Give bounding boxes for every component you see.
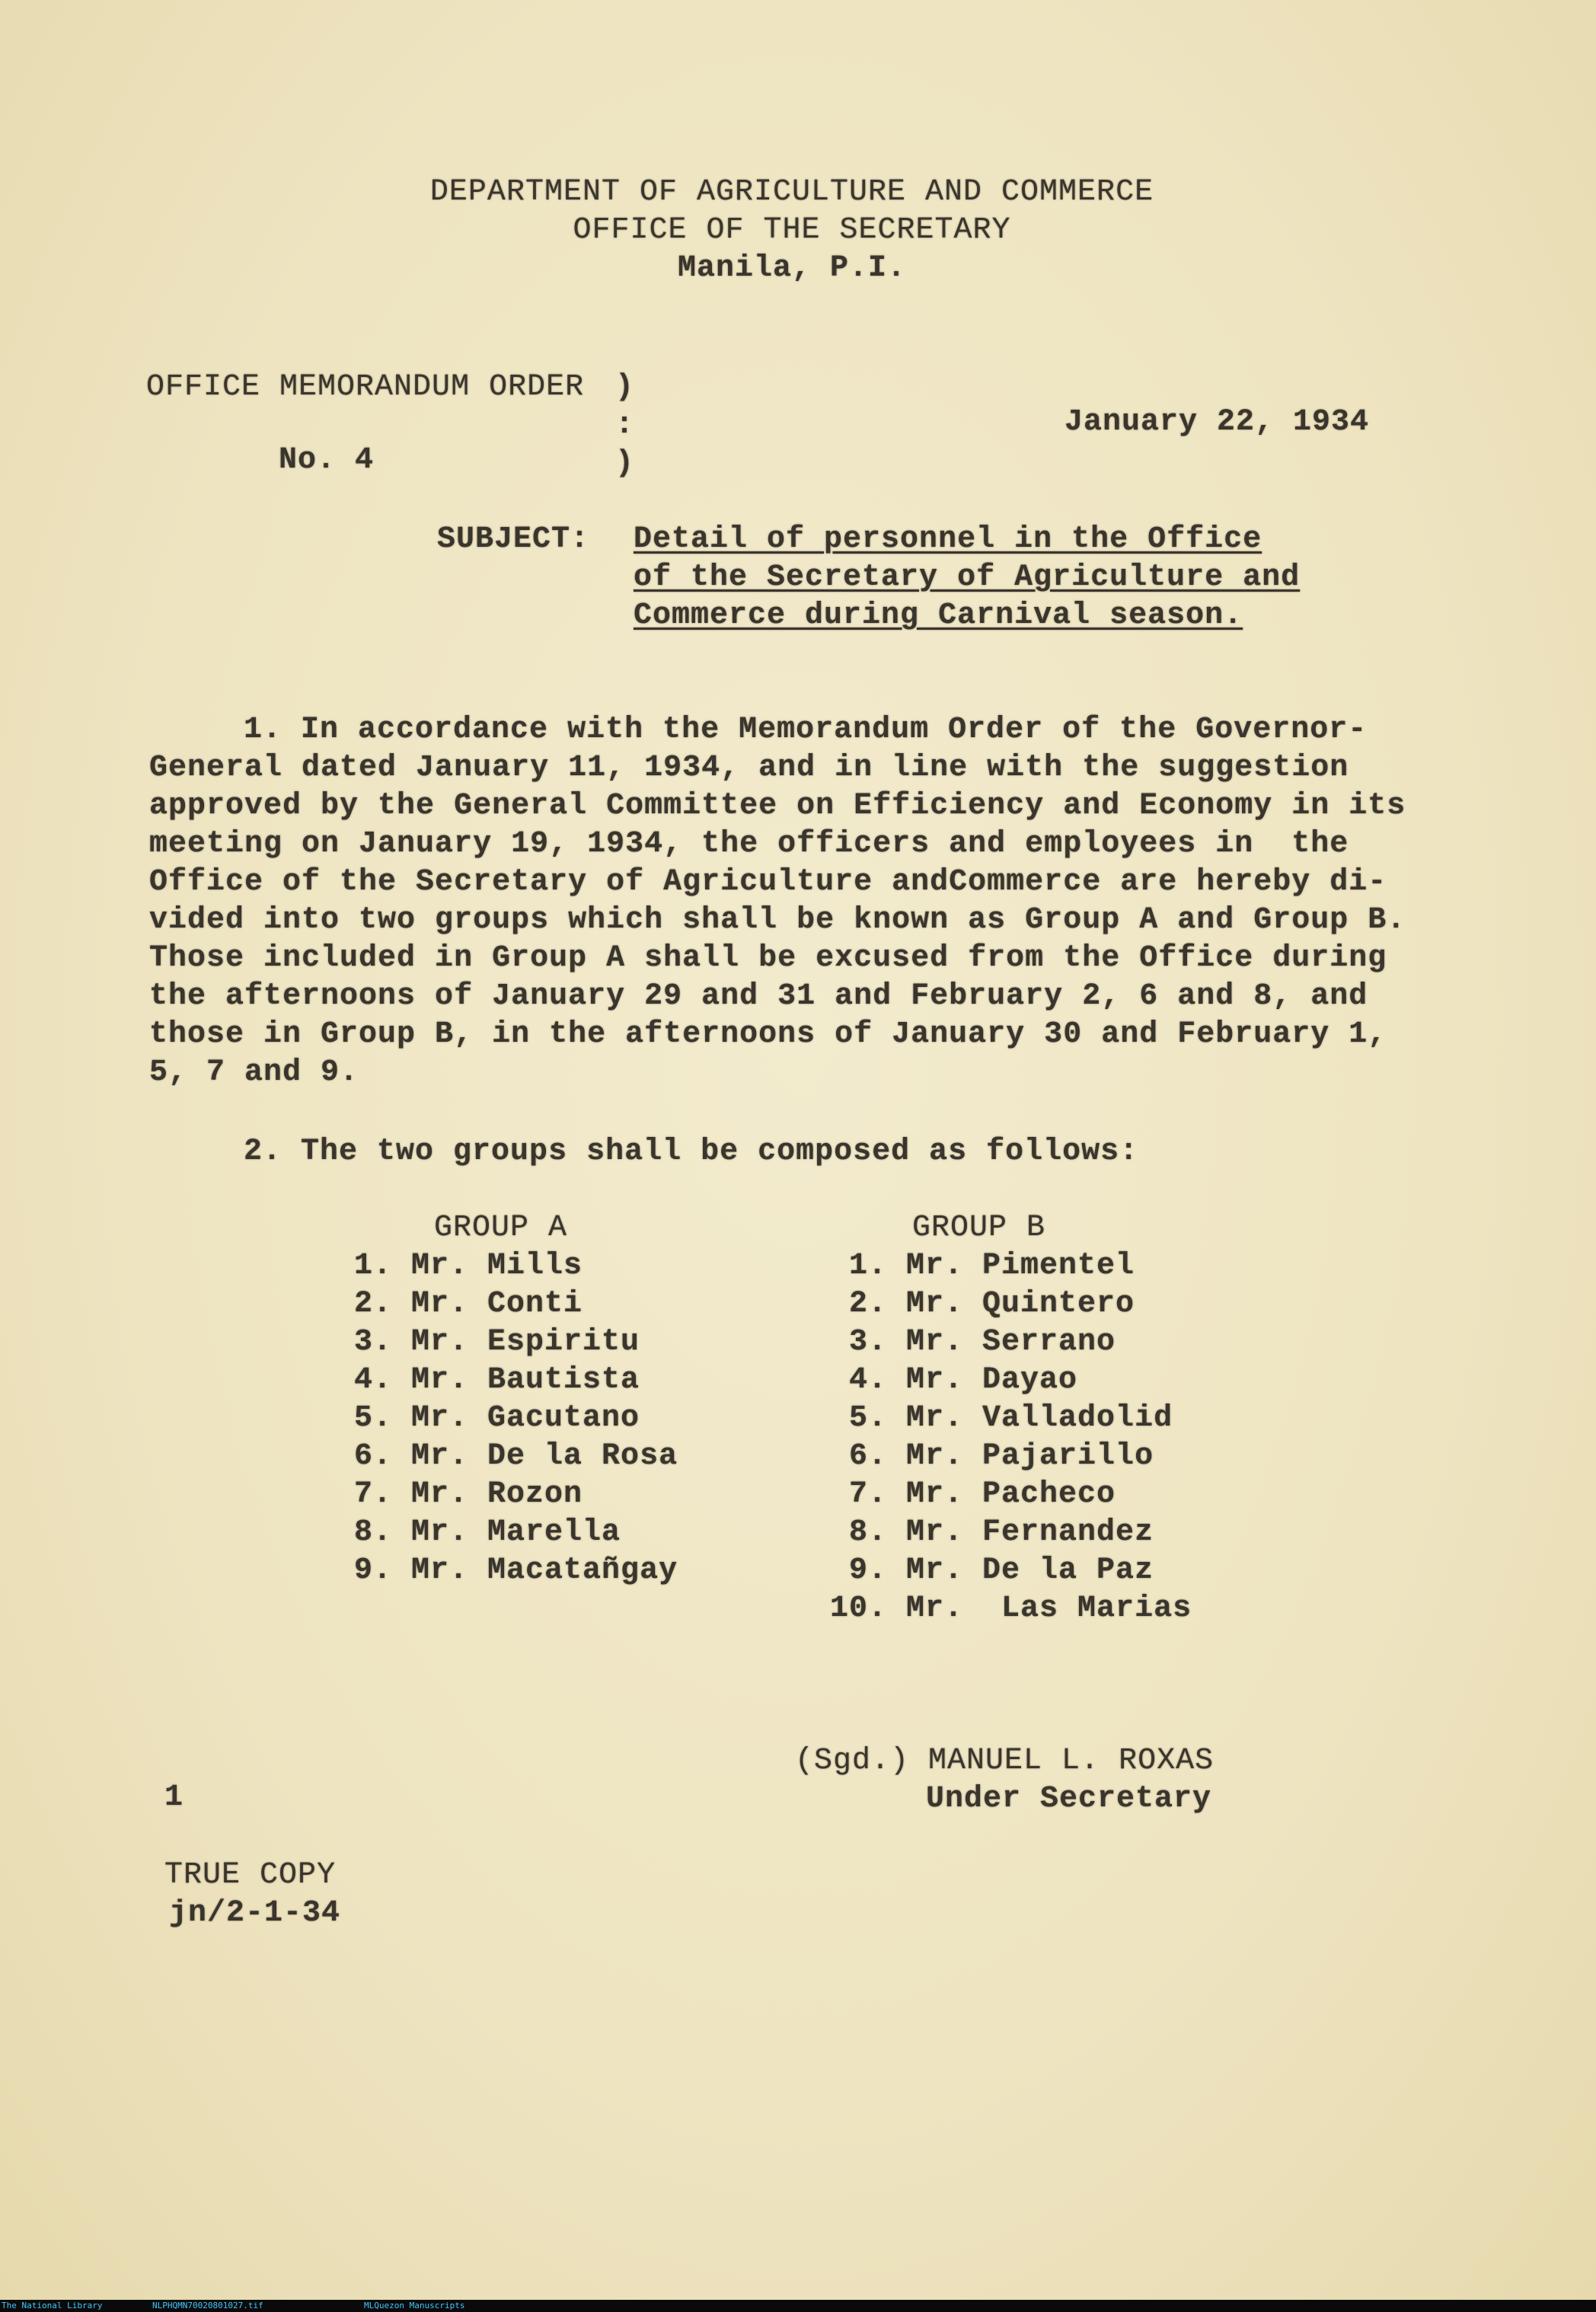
group-a-heading: GROUP A: [434, 1211, 568, 1245]
group-b-member: 3. Mr. Serrano: [830, 1325, 1116, 1359]
office-heading: OFFICE OF THE SECRETARY: [573, 213, 1011, 247]
group-b-member: 2. Mr. Quintero: [830, 1287, 1135, 1321]
signature-line: (Sgd.) MANUEL L. ROXAS: [795, 1744, 1215, 1778]
subject-line-2: of the Secretary of Agriculture and: [634, 560, 1301, 595]
paragraph-1-line: approved by the General Committee on Efficiency and Economy in its: [149, 789, 1406, 823]
group-a-member: 1. Mr. Mills: [335, 1249, 583, 1283]
location-heading: Manila, P.I.: [677, 251, 907, 286]
paragraph-1-line: 5, 7 and 9.: [149, 1055, 359, 1090]
group-a-member: 5. Mr. Gacutano: [335, 1401, 640, 1435]
page-number: 1: [164, 1780, 184, 1815]
group-a-member: 6. Mr. De la Rosa: [335, 1439, 678, 1474]
group-a-member: 9. Mr. Macatañgay: [335, 1554, 678, 1588]
memo-paren-top: ): [615, 370, 635, 404]
memo-paren-bottom: ): [615, 446, 635, 481]
group-b-member: 8. Mr. Fernandez: [830, 1515, 1154, 1550]
group-b-member: 7. Mr. Pacheco: [830, 1477, 1116, 1512]
group-b-member: 6. Mr. Pajarillo: [830, 1439, 1154, 1474]
group-b-heading: GROUP B: [912, 1211, 1046, 1245]
paragraph-1-line: General dated January 11, 1934, and in line with the suggestion: [149, 751, 1349, 785]
paragraph-1-line: 1. In accordance with the Memorandum Order of the Governor-: [244, 713, 1368, 747]
group-b-member: 4. Mr. Dayao: [830, 1363, 1078, 1397]
paragraph-1: [149, 711, 1444, 1092]
paragraph-1-line: meeting on January 19, 1934, the officers and employees in the: [149, 827, 1349, 861]
footer-file-name: NLPHQMN70020801027.tif: [152, 2301, 263, 2310]
paragraph-2: 2. The two groups shall be composed as follows:: [244, 1135, 1139, 1169]
memo-colon: :: [615, 408, 635, 442]
group-a-member: 8. Mr. Marella: [335, 1515, 621, 1550]
subject-line-3: Commerce during Carnival season.: [634, 599, 1243, 633]
group-a-member: 4. Mr. Bautista: [335, 1363, 640, 1397]
archive-footer-bar: [0, 2300, 1596, 2312]
memo-date: January 22, 1934: [1065, 405, 1370, 439]
group-a-member: 2. Mr. Conti: [335, 1287, 583, 1321]
paragraph-1-line: the afternoons of January 29 and 31 and February 2, 6 and 8, and: [149, 979, 1368, 1014]
subject-line-1: Detail of personnel in the Office: [634, 522, 1262, 557]
group-b-member: 10. Mr. Las Marias: [830, 1592, 1192, 1626]
true-copy-initials: jn/2-1-34: [169, 1896, 341, 1930]
group-a-member: 3. Mr. Espiritu: [335, 1325, 640, 1359]
group-b-list: [830, 1209, 1192, 1628]
group-a-list: [335, 1209, 678, 1590]
group-b-member: 9. Mr. De la Paz: [830, 1554, 1154, 1588]
subject-label: SUBJECT:: [437, 522, 590, 557]
paragraph-1-line: vided into two groups which shall be known as Group A and Group B.: [149, 903, 1406, 937]
footer-library-name: The National Library: [2, 2301, 103, 2310]
memo-number: No. 4: [279, 443, 375, 477]
true-copy-label: TRUE COPY: [164, 1858, 337, 1892]
department-heading: DEPARTMENT OF AGRICULTURE AND COMMERCE: [429, 175, 1154, 209]
memo-order-label: OFFICE MEMORANDUM ORDER: [146, 370, 585, 404]
group-a-member: 7. Mr. Rozon: [335, 1477, 583, 1512]
paragraph-1-line: those in Group B, in the afternoons of January 30 and February 1,: [149, 1017, 1387, 1052]
footer-collection-name: MLQuezon Manuscripts: [364, 2301, 465, 2310]
group-b-member: 1. Mr. Pimentel: [830, 1249, 1135, 1283]
group-b-member: 5. Mr. Valladolid: [830, 1401, 1173, 1435]
signature-title: Under Secretary: [926, 1782, 1212, 1816]
paragraph-1-line: Office of the Secretary of Agriculture andCommerce are hereby di-: [149, 865, 1387, 899]
paragraph-1-line: Those included in Group A shall be excused from the Office during: [149, 941, 1387, 976]
